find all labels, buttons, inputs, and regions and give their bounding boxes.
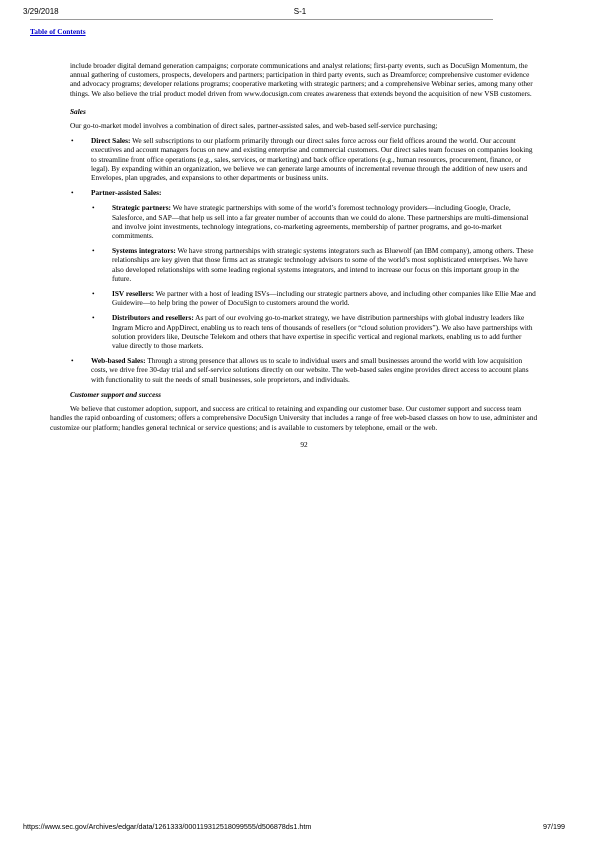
section-heading-sales: Sales [70,106,86,116]
bullet-term: Strategic partners: [112,203,171,213]
footer-page-count: 97/199 [543,822,565,831]
document-body [50,61,538,449]
list-item-direct-sales [70,136,538,182]
intro-paragraph: include broader digital demand generation campaigns; corporate communications and analyst relations; first-party events, such as DocuSign Momentum, the annual gathering of customers, prospects, developers and partners; participation in third party events, such as Dreamforce; comprehensive customer evidence and advocacy programs; developer relations programs; cooperative marketing with strategic partners; and a comprehensive Webinar series, among many other things. We also believe the trial product model driven from www.docusign.com creates awareness that extends beyond the acquisition of new VSB customers. [70,61,533,98]
list-item-web-based-sales [70,356,538,384]
sales-intro: Our go-to-market model involves a combination of direct sales, partner-assisted sales, and web-based self-service purchasing; [70,121,438,131]
header-divider [30,19,493,20]
bullet-text: As part of our evolving go-to-market strategy, we have distribution partnerships with global industry leaders like Ingram Micro and AppDirect, enabling us to reach tens of thousands of resellers (or “cloud solution providers”). We also have partnerships with solution providers like, Deutsche Telekom and others that have expertise in specific vertical and regional markets, enabling us to add further value directly to those markets. [112,313,533,351]
bullet-text: Through a strong presence that allows us to scale to individual users and small businesses around the world with low acquisition costs, we drive free 30-day trial and self-service solutions directly on our website. The web-based sales engine provides direct access to account plans with functionality to suit the needs of small businesses, sole proprietors, and individuals. [91,356,529,384]
list-item-partner-assisted-sales [70,188,538,350]
print-title: S-1 [293,7,307,16]
bullet-term: Distributors and resellers: [112,313,194,323]
bullet-term: Web-based Sales: [91,356,146,366]
bullet-text: We partner with a host of leading ISVs—including our strategic partners above, and including other companies like Ellie Mae and Guidewire—to help bring the power of DocuSign to customers around the world. [112,289,536,308]
bullet-term: Systems integrators: [112,246,176,256]
bullet-text: We have strategic partnerships with some of the world’s foremost technology providers—including Google, Oracle, Salesforce, and SAP—that help us sell into a far greater number of accounts than we could do alone. These partnerships are multi-dimensional and involve joint investments, technology integrations, co-marketing agreements, membership of partner programs, and go-to-market commitments. [112,203,529,241]
bullet-text: We sell subscriptions to our platform primarily through our direct sales force across our field offices around the world. Our account executives and account managers focus on new and existing enterprise and commercial customers. Our direct sales team focuses on companies looking to streamline front office operations (e.g., sales, services, or marketing) and back office operations (e.g., human resources, procurement, finance, or legal). By expanding within an organization, we believe we can generate large amounts of incremental revenue through the addition of new users and Envelopes, plan upgrades, and expansions to other departments or business units. [91,136,533,183]
footer-url: https://www.sec.gov/Archives/edgar/data/1261333/000119312518099555/d506878ds1.htm [23,822,312,831]
table-of-contents-link[interactable]: Table of Contents [30,27,86,36]
partner-sub-bullet-list [91,203,538,350]
page-number: 92 [300,439,308,449]
support-paragraph: We believe that customer adoption, support, and success are critical to retaining and expanding our customer base. Our customer support and success team handles the rapid onboarding of customers; offers a comprehensive DocuSign University that includes a range of free web-based classes on how to use, administer and customize our platform; handles general technical or service questions; and is available to customers by telephone, email or the web. [50,404,538,432]
list-item-isv-resellers [91,289,538,307]
list-item-systems-integrators [91,246,538,283]
print-date: 3/29/2018 [23,7,59,16]
section-heading-customer-support: Customer support and success [70,389,162,399]
bullet-term: Partner-assisted Sales: [91,188,162,198]
bullet-text: We have strong partnerships with strategic systems integrators such as Bluewolf (an IBM company), among others. These relationships are key given that those firms act as strategic technology advisors to some of the world’s most sophisticated enterprises. We have also developed relationships with some leading regional systems integrators, and intend to increase our focus on this important group in the future. [112,246,534,283]
print-header [23,4,577,18]
sales-bullet-list [70,136,538,384]
list-item-strategic-partners [91,203,538,240]
bullet-term: Direct Sales: [91,136,131,146]
list-item-distributors-resellers [91,313,538,350]
bullet-term: ISV resellers: [112,289,155,299]
